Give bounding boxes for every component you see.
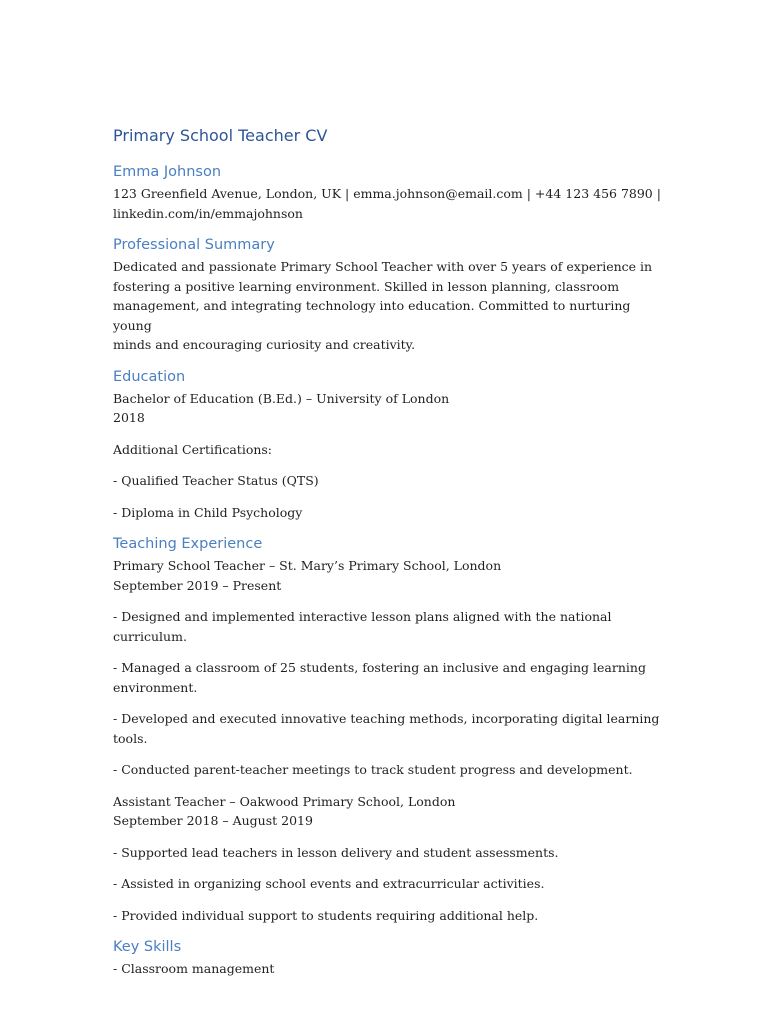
degree-title: Bachelor of Education (B.Ed.) – University of London bbox=[113, 390, 450, 406]
certification-item: - Diploma in Child Psychology bbox=[113, 504, 303, 520]
document-title: Primary School Teacher CV bbox=[113, 126, 328, 145]
certification-item: - Qualified Teacher Status (QTS) bbox=[113, 473, 319, 488]
job-bullet bbox=[113, 760, 673, 780]
contact-info bbox=[113, 184, 673, 223]
summary-line: Dedicated and passionate Primary School Teacher with over 5 years of experience in bbox=[113, 259, 653, 274]
job-title: Assistant Teacher – Oakwood Primary School, London bbox=[113, 793, 456, 809]
job-header bbox=[113, 792, 673, 831]
summary-heading: Professional Summary bbox=[113, 237, 275, 253]
job-bullet bbox=[113, 906, 673, 926]
job-bullet-line: - Managed a classroom of 25 students, fostering an inclusive and engaging learning bbox=[113, 660, 646, 675]
degree-block bbox=[113, 389, 673, 428]
job-title: Primary School Teacher – St. Mary’s Primary School, London bbox=[113, 558, 502, 573]
job-bullet-line: - Assisted in organizing school events and extracurricular activities. bbox=[113, 876, 545, 891]
certifications-label: Additional Certifications: bbox=[113, 441, 273, 457]
summary-line: minds and encouraging curiosity and creativity. bbox=[113, 337, 416, 352]
job-bullet-line: - Designed and implemented interactive lesson plans aligned with the national curriculum. bbox=[113, 609, 612, 644]
linkedin-line: linkedin.com/in/emmajohnson bbox=[113, 205, 303, 221]
job-bullet-line: - Supported lead teachers in lesson delivery and student assessments. bbox=[113, 844, 559, 860]
summary-line: management, and integrating technology into education. Committed to nurturing young bbox=[113, 298, 631, 333]
summary-line: fostering a positive learning environment. Skilled in lesson planning, classroom bbox=[113, 278, 620, 294]
experience-section bbox=[113, 534, 673, 925]
job-bullet-line: - Provided individual support to students requiring additional help. bbox=[113, 907, 539, 923]
candidate-name: Emma Johnson bbox=[113, 164, 222, 180]
skill-item: - Classroom management bbox=[113, 961, 275, 976]
experience-heading: Teaching Experience bbox=[113, 536, 263, 552]
job-dates: September 2019 – Present bbox=[113, 577, 282, 593]
job-bullet bbox=[113, 843, 673, 863]
job-bullet bbox=[113, 874, 673, 894]
job-bullet bbox=[113, 658, 673, 697]
contact-line: 123 Greenfield Avenue, London, UK | emma.johnson@email.com | +44 123 456 7890 | bbox=[113, 186, 661, 201]
skills-heading: Key Skills bbox=[113, 939, 182, 955]
skills-section bbox=[113, 937, 673, 979]
degree-year: 2018 bbox=[113, 410, 145, 425]
job-dates: September 2018 – August 2019 bbox=[113, 813, 313, 828]
job-bullet-line: - Developed and executed innovative teaching methods, incorporating digital learning tools. bbox=[113, 711, 660, 746]
summary-text bbox=[113, 257, 673, 355]
job-bullet bbox=[113, 709, 673, 748]
header-section bbox=[113, 162, 673, 223]
job-bullet-line: - Conducted parent-teacher meetings to track student progress and development. bbox=[113, 762, 633, 777]
job-bullet bbox=[113, 607, 673, 646]
job-header bbox=[113, 556, 673, 595]
summary-section bbox=[113, 235, 673, 355]
education-heading: Education bbox=[113, 368, 186, 385]
education-section bbox=[113, 367, 673, 523]
job-bullet-line: environment. bbox=[113, 679, 198, 695]
cv-page bbox=[113, 124, 673, 981]
